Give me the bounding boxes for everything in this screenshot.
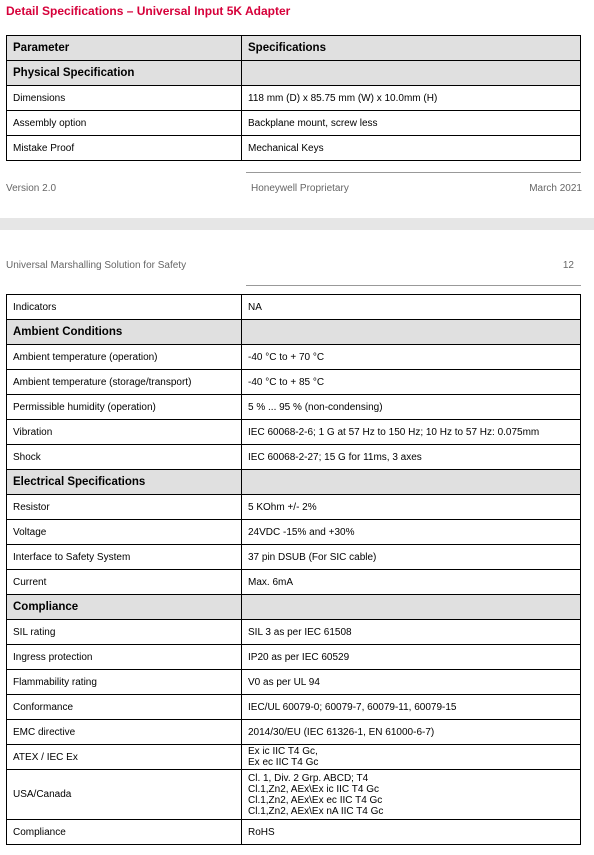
specification-cell: NA [242,295,581,320]
section-row [7,320,581,345]
specification-cell [242,770,581,820]
table-row [7,395,581,420]
specification-cell: Mechanical Keys [242,136,581,161]
header-parameter: Parameter [7,36,242,61]
table-row [7,420,581,445]
parameter-cell: Interface to Safety System [7,545,242,570]
parameter-cell: Current [7,570,242,595]
table-row [7,720,581,745]
parameter-cell: Ingress protection [7,645,242,670]
table-row [7,86,581,111]
parameter-cell: Ambient temperature (storage/transport) [7,370,242,395]
spec-table-page-1 [6,35,581,161]
table-row [7,295,581,320]
specification-cell: SIL 3 as per IEC 61508 [242,620,581,645]
specification-cell: RoHS [242,820,581,845]
specification-cell [242,470,581,495]
specification-cell: -40 °C to + 70 °C [242,345,581,370]
section-row [7,61,581,86]
specification-cell [242,61,581,86]
table-row [7,570,581,595]
parameter-cell: Resistor [7,495,242,520]
table-header-row [7,36,581,61]
page-break [0,218,594,230]
specification-cell: 37 pin DSUB (For SIC cable) [242,545,581,570]
specification-cell: IEC 60068-2-27; 15 G for 11ms, 3 axes [242,445,581,470]
parameter-cell: Conformance [7,695,242,720]
table-row [7,745,581,770]
specification-cell: -40 °C to + 85 °C [242,370,581,395]
section-row [7,470,581,495]
specification-line: Ex ic IIC T4 Gc, [248,746,318,757]
specification-cell: IEC/UL 60079-0; 60079-7, 60079-11, 60079-15 [242,695,581,720]
footer-divider [246,172,581,173]
footer-date: March 2021 [529,183,582,194]
specification-cell: IEC 60068-2-6; 1 G at 57 Hz to 150 Hz; 10 Hz to 57 Hz: 0.075mm [242,420,581,445]
specification-cell: 2014/30/EU (IEC 61326-1, EN 61000-6-7) [242,720,581,745]
section-title: Ambient Conditions [7,320,242,345]
section-title: Physical Specification [7,61,242,86]
section-title: Compliance [7,595,242,620]
table-row [7,345,581,370]
specification-cell: 118 mm (D) x 85.75 mm (W) x 10.0mm (H) [242,86,581,111]
specification-cell: Max. 6mA [242,570,581,595]
specification-line: Cl.1,Zn2, AEx\Ex ic IIC T4 Gc [248,783,379,795]
spec-table-page-2 [6,294,581,845]
specification-cell: 24VDC -15% and +30% [242,520,581,545]
parameter-cell: Dimensions [7,86,242,111]
parameter-cell: Flammability rating [7,670,242,695]
table-row [7,520,581,545]
table-row [7,620,581,645]
section-title: Electrical Specifications [7,470,242,495]
parameter-cell: Mistake Proof [7,136,242,161]
parameter-cell: Assembly option [7,111,242,136]
table-row [7,695,581,720]
specification-cell: 5 % ... 95 % (non-condensing) [242,395,581,420]
table-row [7,495,581,520]
parameter-cell: Permissible humidity (operation) [7,395,242,420]
parameter-cell: SIL rating [7,620,242,645]
parameter-cell: ATEX / IEC Ex [7,745,242,770]
specification-line: Cl. 1, Div. 2 Grp. ABCD; T4 [248,772,369,784]
parameter-cell: USA/Canada [7,770,242,820]
header-divider [246,285,581,286]
specification-line: Cl.1,Zn2, AEx\Ex nA IIC T4 Gc [248,805,384,817]
specification-cell: IP20 as per IEC 60529 [242,645,581,670]
specification-cell [242,745,581,770]
specification-cell: 5 KOhm +/- 2% [242,495,581,520]
table-row [7,545,581,570]
header-page-number: 12 [562,260,574,271]
specification-line: Cl.1,Zn2, AEx\Ex ec IIC T4 Gc [248,794,383,806]
footer-version: Version 2.0 [6,183,57,194]
specification-cell: Backplane mount, screw less [242,111,581,136]
parameter-cell: EMC directive [7,720,242,745]
table-row [7,136,581,161]
specification-cell [242,595,581,620]
specification-cell: V0 as per UL 94 [242,670,581,695]
parameter-cell: Indicators [7,295,242,320]
parameter-cell: Vibration [7,420,242,445]
header-specifications: Specifications [242,36,581,61]
specification-cell [242,320,581,345]
parameter-cell: Compliance [7,820,242,845]
specification-line: Ex ec IIC T4 Gc [248,757,319,768]
page-title: Detail Specifications – Universal Input 5K Adapter [6,4,291,18]
table-row [7,645,581,670]
section-row [7,595,581,620]
parameter-cell: Shock [7,445,242,470]
parameter-cell: Voltage [7,520,242,545]
table-row [7,111,581,136]
table-row [7,770,581,820]
table-row [7,445,581,470]
parameter-cell: Ambient temperature (operation) [7,345,242,370]
footer-proprietary: Honeywell Proprietary [251,183,349,194]
table-row [7,370,581,395]
header-doc-title: Universal Marshalling Solution for Safety [6,260,187,271]
table-row [7,820,581,845]
table-row [7,670,581,695]
